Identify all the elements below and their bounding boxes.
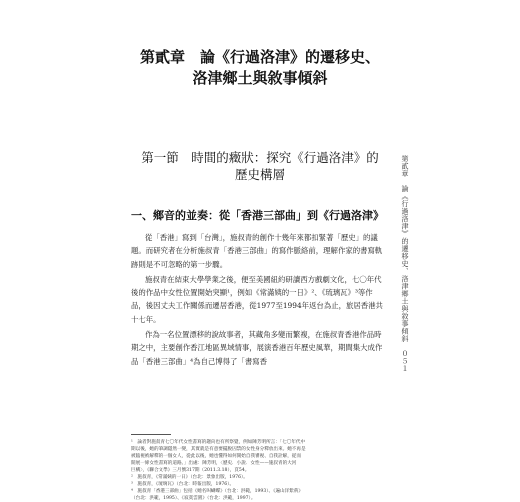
footnotes — [131, 439, 389, 502]
section-title-line-1: 第一節 時間的癥狀：探究《行過洛津》的 — [141, 150, 379, 165]
body-text — [131, 231, 387, 368]
section-title-line-2: 歷史構層 — [234, 167, 285, 182]
subsection-heading: 一、鄉音的並奏：從「香港三部曲」到《行過洛津》 — [131, 209, 384, 222]
footnote-1-line-3: 被臨視被解釋的一個女人，從此以後，她也懂得如何開始自我審視、自我詮解，從而 — [131, 454, 301, 459]
paragraph-3: 作為一名位置漂移的說故事者，其藏角多變而繁複，在施叔青香港作品時期之中，主要創作香江地區異域情事，展演香港百年歷史風華，期間集大成作品「香港三部曲」⁴為自己博得了「書寫香 — [131, 330, 383, 366]
footnote-2: ² 施叔青，《常滿姨的一日》（台北：景象出版，1976）。 — [131, 475, 248, 480]
footnote-1-line-1: ¹ 論者對施叔青七〇年代女性書寫的趨向也有所察覺，例如陳芳明所言：「七〇年代中 — [131, 440, 306, 445]
footnote-1-line-4: 開展一條女性書寫的道路。」出處：陳芳明，〈歷史．小說．女性——施叔青的大河 — [131, 461, 297, 466]
footnote-4-line-1: ⁴ 施叔青「香港三部曲」包括《她名叫蝴蝶》（台北：洪範，1993）、《遍山洋紫荊》 — [131, 489, 304, 494]
footnote-1-line-2: 期以後，她的筆調隱然一變，其實就是有意要擺脫囚禁的女性身分釋放出來。她不再是 — [131, 447, 306, 452]
chapter-title-line-2: 洛津鄉土與敘事傾斜 — [192, 69, 328, 87]
footnote-1-line-5: 巨構〉，《聯合文學》三月號317期（2011.3.18），頁54。 — [131, 468, 250, 473]
running-head: 第貳章 論《行過洛津》的遷移史、洛津鄉土與敘事傾斜 ０５１ — [401, 155, 409, 373]
paragraph-2: 施叔青在結束大學學業之後，便至美國紐約研讀西方戲劇文化，七〇年代後的作品中女性位置開始突顯¹，例如《常滿姨的一日》²、《琉璃瓦》³等作品，後因丈夫工作關係而遷居香港，從1977至1994年返台為止，旅居香港共十七年。 — [131, 274, 383, 324]
chapter-title-line-1: 第貳章 論《行過洛津》的遷移史、 — [139, 48, 380, 66]
chapter-title — [120, 47, 400, 89]
section-title — [120, 149, 400, 183]
footnote-4-line-2: （台北：洪範，1995）、《寂寞雲園》（台北：洪範，1997）。 — [131, 496, 256, 501]
paragraph-1: 從「香港」寫到「台灣」，施叔青的創作十幾年來都扣緊著「歷史」的議題。而研究者在分析施叔青「香港三部曲」的寫作脈絡前，理解作家的書寫軌跡則是不可忽略的第一步驟。 — [131, 233, 383, 269]
footnote-divider — [131, 434, 171, 435]
footnote-3: ³ 施叔青，《琉璃瓦》（台北：時報出版，1976）。 — [131, 482, 235, 487]
